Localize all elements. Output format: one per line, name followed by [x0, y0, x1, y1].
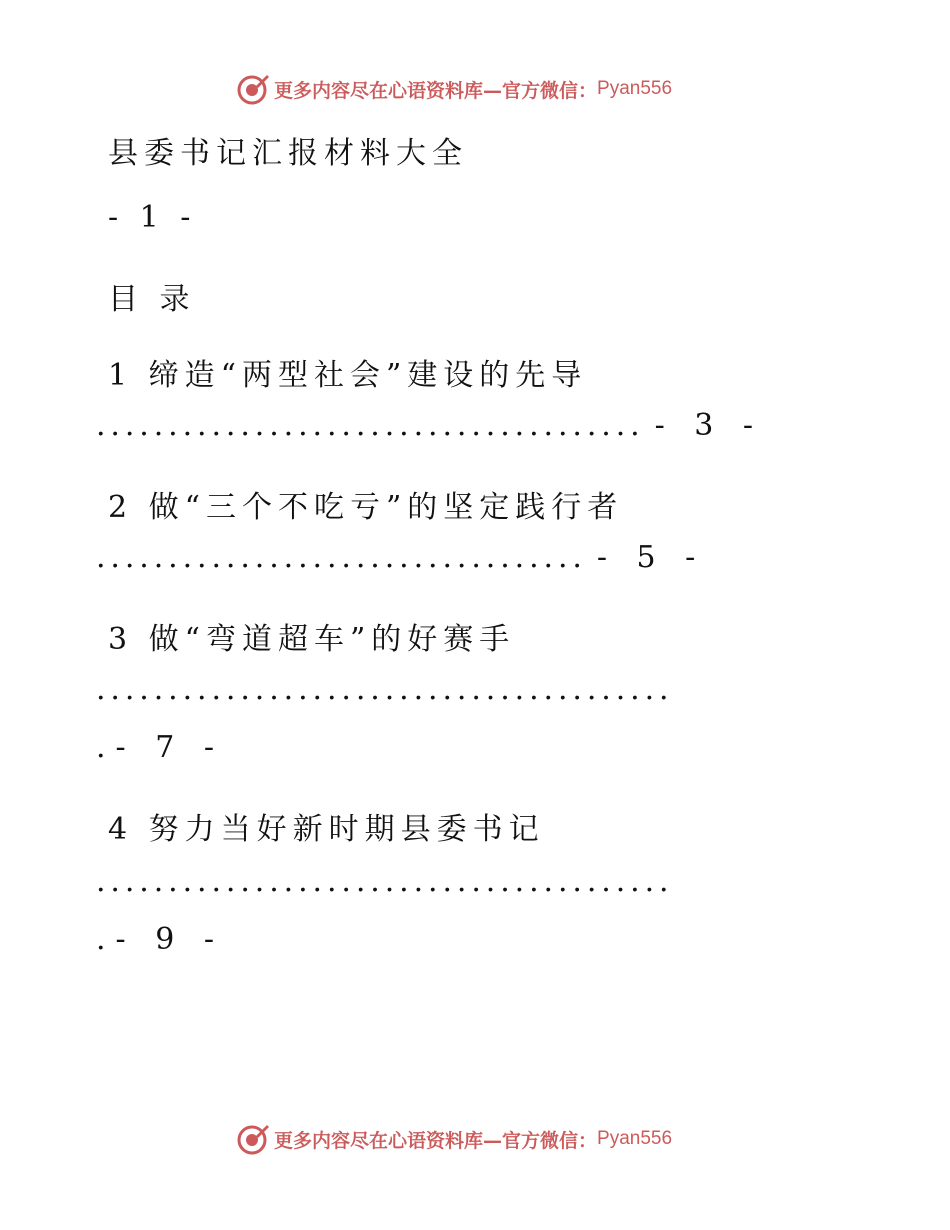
toc-entry-leader: .................................. - 5 - — [96, 540, 706, 575]
toc-entry-title[interactable]: 4 努力当好新时期县委书记 — [108, 812, 545, 847]
toc-entry-page[interactable]: - 7 - — [115, 730, 224, 765]
toc-entry-title[interactable]: 2 做“三个不吃亏”的坚定践行者 — [108, 490, 624, 525]
toc-entry-page[interactable]: - 3 - — [654, 408, 764, 443]
logo-icon — [236, 1122, 270, 1156]
toc-entry-page[interactable]: - 9 - — [115, 922, 224, 957]
document-title: 县委书记汇报材料大全 — [108, 136, 468, 171]
watermark-text: 更多内容尽在心语资料库—官方微信： — [274, 1129, 598, 1152]
toc-entry-title[interactable]: 1 缔造“两型社会”建设的先导 — [108, 358, 588, 393]
footer-watermark — [236, 1122, 672, 1156]
watermark-handle: Pyan556 — [597, 1128, 673, 1149]
logo-icon — [236, 72, 270, 106]
toc-entry-page[interactable]: - 5 - — [596, 540, 706, 575]
toc-entry-leader: ........................................ — [96, 864, 674, 899]
header-watermark — [236, 72, 672, 106]
toc-entry-leader-continued: . - 7 - — [96, 730, 224, 765]
toc-entry-leader-continued: . - 9 - — [96, 922, 224, 957]
toc-entry-title[interactable]: 3 做“弯道超车”的好赛手 — [108, 622, 516, 657]
page-marker: - 1 - — [108, 200, 197, 235]
watermark-text: 更多内容尽在心语资料库—官方微信： — [274, 79, 598, 102]
watermark-handle: Pyan556 — [597, 78, 673, 99]
toc-heading: 目 录 — [108, 282, 196, 317]
toc-entry-leader: ...................................... - 3 - — [96, 408, 764, 443]
toc-entry-leader: ........................................ — [96, 672, 674, 707]
